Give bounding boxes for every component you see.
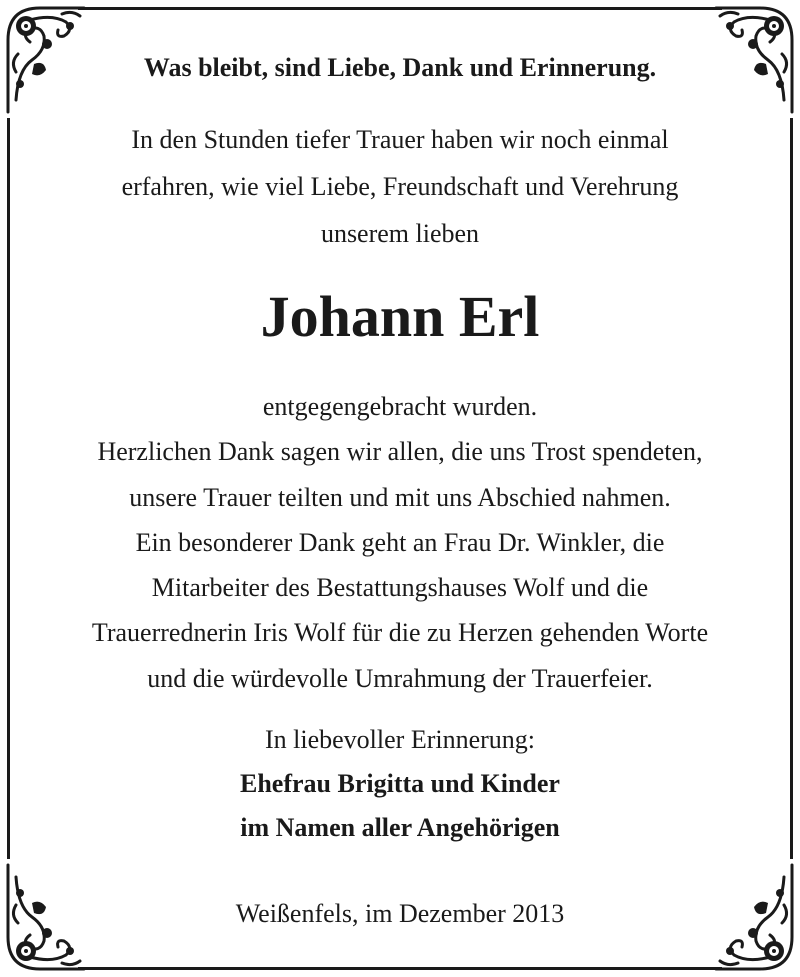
place-and-date: Weißenfels, im Dezember 2013	[235, 899, 565, 928]
signer-line: Ehefrau Brigitta und Kinder	[240, 769, 560, 798]
headline: Was bleibt, sind Liebe, Dank und Erinnerung.	[143, 53, 657, 82]
thanks-line: unsere Trauer teilten und mit uns Abschied nahmen.	[129, 482, 671, 512]
frame-top-border	[78, 7, 722, 10]
intro-line: In den Stunden tiefer Trauer haben wir noch einmal	[131, 125, 669, 154]
thanks-line: und die würdevolle Umrahmung der Trauerfeier.	[147, 663, 653, 693]
intro-line: unserem lieben	[320, 219, 480, 248]
thanks-line: Ein besonderer Dank geht an Frau Dr. Winkler, die	[135, 527, 665, 557]
signers-block	[0, 762, 800, 850]
signer-line: im Namen aller Angehörigen	[240, 813, 560, 842]
thanks-line: Trauerrednerin Iris Wolf für die zu Herzen gehenden Worte	[91, 618, 709, 648]
deceased-name: Johann Erl	[260, 284, 540, 349]
frame-bottom-border	[78, 967, 722, 970]
thanks-line: Herzlichen Dank sagen wir allen, die uns Trost spendeten,	[97, 437, 703, 467]
memory-line: In liebevoller Erinnerung:	[264, 725, 536, 754]
intro-paragraph	[0, 116, 800, 257]
thanks-paragraph	[0, 384, 800, 701]
intro-line: erfahren, wie viel Liebe, Freundschaft und Verehrung	[121, 172, 679, 201]
thanks-line: Mitarbeiter des Bestattungshauses Wolf und die	[151, 573, 649, 603]
thanks-line: entgegengebracht wurden.	[262, 392, 538, 421]
